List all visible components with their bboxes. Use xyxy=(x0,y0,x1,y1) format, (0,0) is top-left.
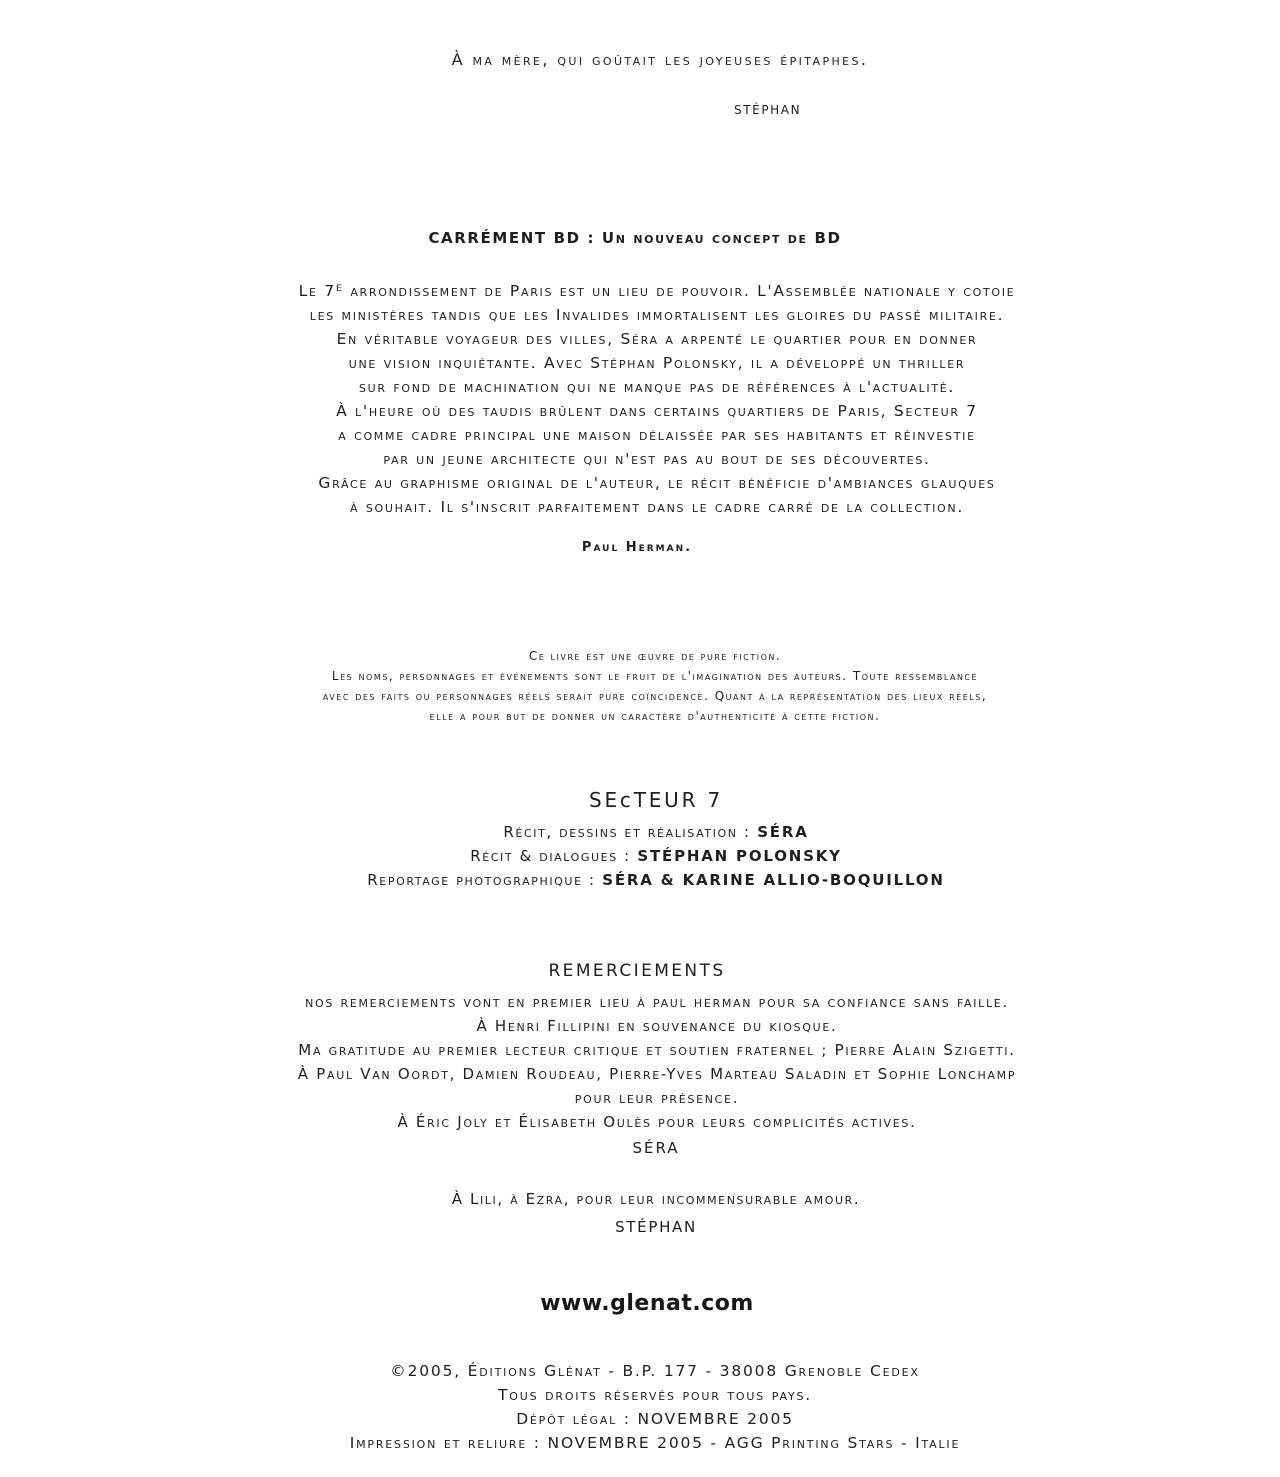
legal-line: Dépôt légal : NOVEMBRE 2005 xyxy=(516,1410,794,1428)
concept-line: a comme cadre principal une maison délaissée par ses habitants et réinvestie xyxy=(338,426,976,444)
dedication-signature: STÉPHAN xyxy=(734,103,802,117)
concept-line: Le 7ᴱ arrondissement de Paris est un lieu de pouvoir. L'Assemblée nationale y cotoie xyxy=(298,282,1016,300)
credits-title: SEcTEUR 7 xyxy=(589,788,723,812)
credit-name: SÉRA & KARINE ALLIO-BOQUILLON xyxy=(602,871,945,889)
concept-line: Grâce au graphisme original de l'auteur, le récit bénéficie d'ambiances glauques xyxy=(318,474,996,492)
publisher-website: www.glenat.com xyxy=(540,1291,754,1316)
fiction-line: Ce livre est une œuvre de pure fiction. xyxy=(528,649,782,663)
concept-line: sur fond de machination qui ne manque pas de références à l'actualité. xyxy=(358,378,956,396)
thanks-line: À Henri Fillipini en souvenance du kiosque. xyxy=(476,1017,838,1035)
concept-title xyxy=(0,229,1275,247)
legal-line: Impression et reliure : NOVEMBRE 2005 - AGG Printing Stars - Italie xyxy=(349,1434,961,1452)
legal-line: Tous droits réservés pour tous pays. xyxy=(498,1386,812,1404)
thanks-list xyxy=(17,990,1280,1134)
fiction-notice xyxy=(15,646,1280,726)
thanks-title: REMERCIEMENTS xyxy=(548,961,726,981)
concept-title-brand: CARRÉMENT BD : xyxy=(428,229,596,247)
credit-row xyxy=(16,820,1280,844)
credit-name: STÉPHAN POLONSKY xyxy=(637,847,842,865)
concept-line: En véritable voyageur des villes, Séra a arpenté le quartier pour en donner xyxy=(336,330,978,348)
legal-notice xyxy=(15,1359,1280,1455)
thanks-line: nos remerciements vont en premier lieu à paul herman pour sa confiance sans faille. xyxy=(305,993,1009,1011)
concept-line: par un jeune architecte qui n'est pas au bout de ses découvertes. xyxy=(383,450,931,468)
concept-line: une vision inquiétante. Avec Stéphan Polonsky, il a développé un thriller xyxy=(348,354,966,372)
credit-name: SÉRA xyxy=(757,823,809,841)
concept-line: à souhait. Il s'inscrit parfaitement dans le cadre carré de la collection. xyxy=(350,498,964,516)
thanks-line: À Paul Van Oordt, Damien Roudeau, Pierre-Yves Marteau Saladin et Sophie Lonchamp xyxy=(297,1065,1017,1083)
concept-title-rest: Un nouveau concept de BD xyxy=(601,229,842,247)
legal-line: ©2005, Éditions Glénat - B.P. 177 - 38008 Grenoble Cedex xyxy=(390,1362,920,1380)
fiction-line: Les noms, personnages et événements sont le fruit de l'imagination des auteurs. Toute ressemblance xyxy=(331,669,979,683)
fiction-line: elle a pour but de donner un caractère d'authenticité à cette fiction. xyxy=(429,709,881,723)
concept-line: les ministères tandis que les Invalides immortalisent les gloires du passé militaire. xyxy=(309,306,1005,324)
thanks-line: Ma gratitude au premier lecteur critique et soutien fraternel ; Pierre Alain Szigetti. xyxy=(298,1041,1016,1059)
credit-role: Reportage photographique : xyxy=(367,871,596,889)
credit-role: Récit, dessins et réalisation : xyxy=(503,823,751,841)
thanks-signature: SÉRA xyxy=(632,1139,680,1157)
love-line: À Lili, à Ezra, pour leur incommensurable amour. xyxy=(451,1190,861,1208)
credits-list xyxy=(16,820,1280,892)
concept-line: À l'heure où des taudis brûlent dans certains quartiers de Paris, Secteur 7 xyxy=(336,402,978,420)
love-dedication xyxy=(16,1185,1280,1241)
credit-row xyxy=(16,868,1280,892)
fiction-line: avec des faits ou personnages réels serait pure coïncidence. Quant à la représentation des lieux réels, xyxy=(322,689,988,703)
credit-role: Récit & dialogues : xyxy=(470,847,631,865)
dedication-line: À ma mère, qui goûtait les joyeuses épitaphes. xyxy=(451,50,869,69)
concept-paragraph xyxy=(17,279,1280,519)
credit-row xyxy=(16,844,1280,868)
concept-signature: Paul Herman. xyxy=(581,540,693,555)
thanks-line: pour leur présence. xyxy=(574,1089,740,1107)
thanks-line: À Éric Joly et Élisabeth Oulès pour leurs complicités actives. xyxy=(397,1113,917,1131)
love-signature: STÉPHAN xyxy=(615,1218,697,1236)
